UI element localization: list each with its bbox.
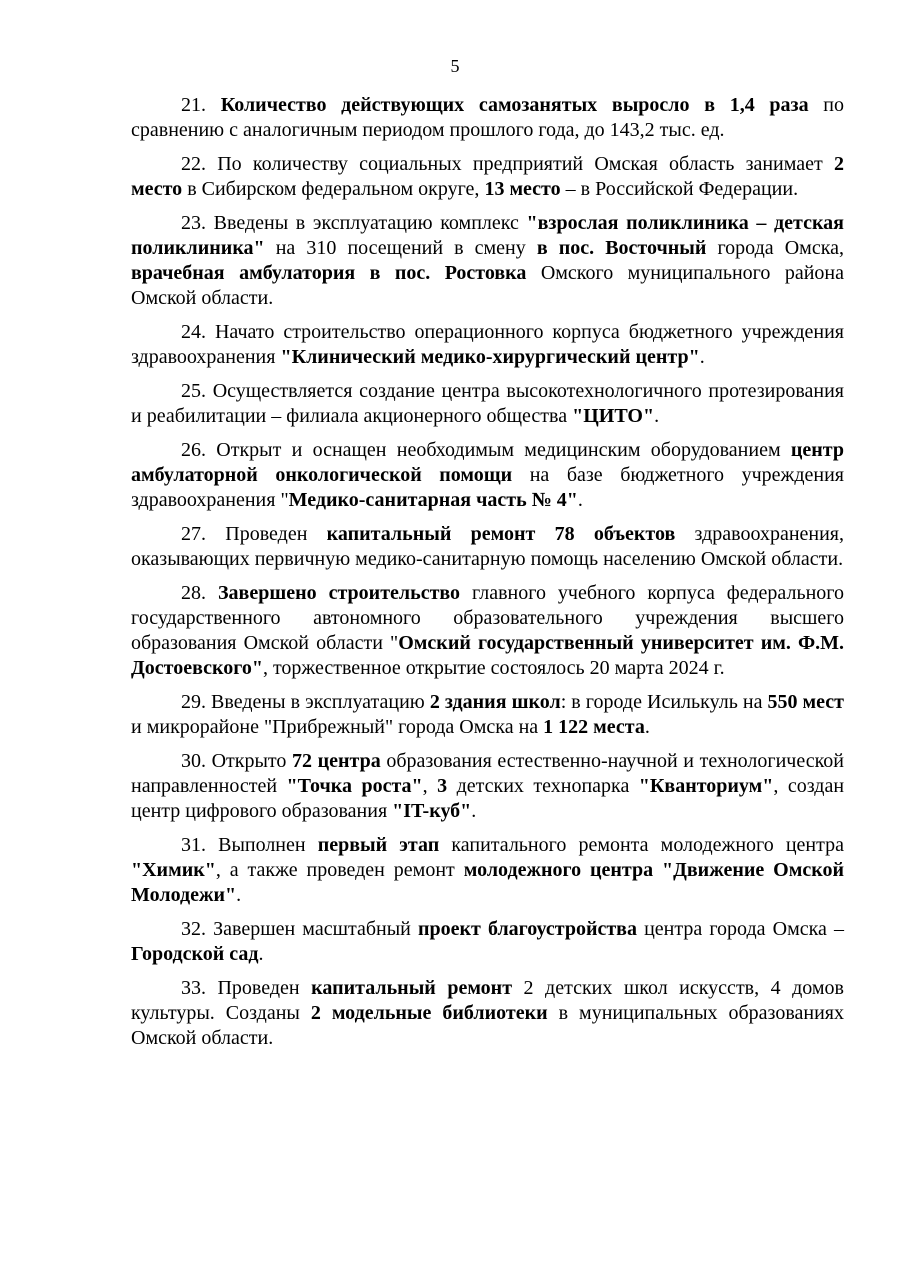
text-segment: 21. bbox=[181, 94, 221, 116]
bold-text: "Точка роста" bbox=[286, 775, 423, 797]
text-segment: 33. Проведен bbox=[181, 977, 312, 999]
text-segment: 31. Выполнен bbox=[181, 834, 318, 856]
bold-text: "Химик" bbox=[131, 859, 216, 881]
bold-text: первый этап bbox=[317, 834, 440, 856]
text-segment: центра города Омска – bbox=[636, 918, 845, 940]
bold-text: молодежного центра "Движение Омской Молодежи" bbox=[131, 859, 845, 906]
text-segment: . bbox=[258, 943, 264, 965]
text-segment: 23. Введены в эксплуатацию комплекс bbox=[181, 212, 527, 234]
bold-text: 2 здания школ bbox=[429, 691, 561, 713]
bold-text: 3 bbox=[437, 775, 448, 797]
text-segment: 24. Начато строительство операционного корпуса бюджетного учреждения здравоохранения bbox=[131, 321, 844, 368]
text-segment: города Омска, bbox=[706, 237, 845, 259]
text-segment: . bbox=[236, 884, 242, 906]
text-segment: . bbox=[471, 800, 477, 822]
text-segment: , а также проведен ремонт bbox=[215, 859, 464, 881]
text-segment: главного учебного корпуса федерального государственного автономного образовательного учреждения высшего образования Омской области " bbox=[131, 582, 844, 654]
paragraph-item bbox=[131, 833, 844, 908]
bold-text: 13 место bbox=[484, 178, 561, 200]
bold-text: "ЦИТО" bbox=[572, 405, 655, 427]
bold-text: 550 мест bbox=[767, 691, 844, 713]
bold-text: "IT-куб" bbox=[392, 800, 472, 822]
text-segment: 28. bbox=[181, 582, 218, 604]
bold-text: врачебная амбулатория в пос. Ростовка bbox=[131, 262, 527, 284]
paragraph-item bbox=[131, 581, 844, 681]
bold-text: Городской сад bbox=[131, 943, 259, 965]
bold-text: Количество действующих самозанятых выросло в 1,4 раза bbox=[220, 94, 809, 116]
paragraph-item bbox=[131, 152, 844, 202]
text-segment: 22. По количеству социальных предприятий Омская область занимает bbox=[181, 153, 834, 175]
text-segment: 27. Проведен bbox=[181, 523, 327, 545]
paragraph-item bbox=[131, 211, 844, 311]
paragraph-item bbox=[131, 690, 844, 740]
paragraph-item bbox=[131, 522, 844, 572]
bold-text: капитальный ремонт 78 объектов bbox=[326, 523, 676, 545]
bold-text: 2 место bbox=[131, 153, 844, 200]
paragraph-item bbox=[131, 320, 844, 370]
text-segment: , торжественное открытие состоялось 20 марта 2024 г. bbox=[262, 657, 725, 679]
bold-text: "взрослая поликлиника – детская поликлиника" bbox=[131, 212, 844, 259]
text-segment: детских технопарка bbox=[447, 775, 639, 797]
paragraph-item bbox=[131, 379, 844, 429]
paragraph-item bbox=[131, 917, 844, 967]
bold-text: Завершено строительство bbox=[217, 582, 461, 604]
text-segment: . bbox=[654, 405, 660, 427]
bold-text: капитальный ремонт bbox=[311, 977, 513, 999]
paragraph-item bbox=[131, 749, 844, 824]
document-body bbox=[131, 93, 844, 1060]
page-number: 5 bbox=[450, 56, 460, 76]
text-segment: 32. Завершен масштабный bbox=[181, 918, 418, 940]
text-segment: и микрорайоне "Прибрежный" города Омска на bbox=[131, 716, 544, 738]
text-segment: 2 детских школ искусств, 4 домов культуры. Созданы bbox=[131, 977, 845, 1024]
text-segment: Омского муниципального района Омской области. bbox=[131, 262, 844, 309]
paragraph-item bbox=[131, 93, 844, 143]
bold-text: в пос. Восточный bbox=[536, 237, 707, 259]
text-segment: 25. Осуществляется создание центра высокотехнологичного протезирования и реабилитации – филиала акционерного общества bbox=[131, 380, 844, 427]
text-segment: . bbox=[644, 716, 650, 738]
text-segment: образования естественно-научной и технологической направленностей bbox=[131, 750, 844, 797]
text-segment: по сравнению с аналогичным периодом прошлого года, до 143,2 тыс. ед. bbox=[131, 94, 844, 141]
bold-text: Омский государственный университет им. Ф.М. Достоевского" bbox=[131, 632, 845, 679]
bold-text: "Клинический медико-хирургический центр" bbox=[280, 346, 700, 368]
text-segment: в муниципальных образованиях Омской области. bbox=[131, 1002, 844, 1049]
paragraph-item bbox=[131, 438, 844, 513]
bold-text: центр амбулаторной онкологической помощи bbox=[131, 439, 844, 486]
text-segment: – в Российской Федерации. bbox=[560, 178, 799, 200]
bold-text: 2 модельные библиотеки bbox=[310, 1002, 548, 1024]
text-segment: 30. Открыто bbox=[181, 750, 293, 772]
text-segment: здравоохранения, оказывающих первичную медико-санитарную помощь населению Омской области. bbox=[131, 523, 845, 570]
bold-text: Медико-санитарная часть № 4" bbox=[288, 489, 578, 511]
text-segment: на базе бюджетного учреждения здравоохранения " bbox=[131, 464, 844, 511]
text-segment: капитального ремонта молодежного центра bbox=[439, 834, 844, 856]
text-segment: в Сибирском федеральном округе, bbox=[182, 178, 485, 200]
bold-text: 72 центра bbox=[292, 750, 381, 772]
text-segment: . bbox=[577, 489, 583, 511]
text-segment: 29. Введены в эксплуатацию bbox=[181, 691, 430, 713]
text-segment: на 310 посещений в смену bbox=[264, 237, 537, 259]
paragraph-item bbox=[131, 976, 844, 1051]
bold-text: проект благоустройства bbox=[417, 918, 637, 940]
text-segment: , создан центр цифрового образования bbox=[131, 775, 845, 822]
text-segment: : в городе Исилькуль на bbox=[560, 691, 768, 713]
bold-text: 1 122 места bbox=[543, 716, 645, 738]
bold-text: "Кванториум" bbox=[638, 775, 774, 797]
text-segment: , bbox=[422, 775, 438, 797]
text-segment: . bbox=[699, 346, 705, 368]
text-segment: 26. Открыт и оснащен необходимым медицинским оборудованием bbox=[181, 439, 791, 461]
